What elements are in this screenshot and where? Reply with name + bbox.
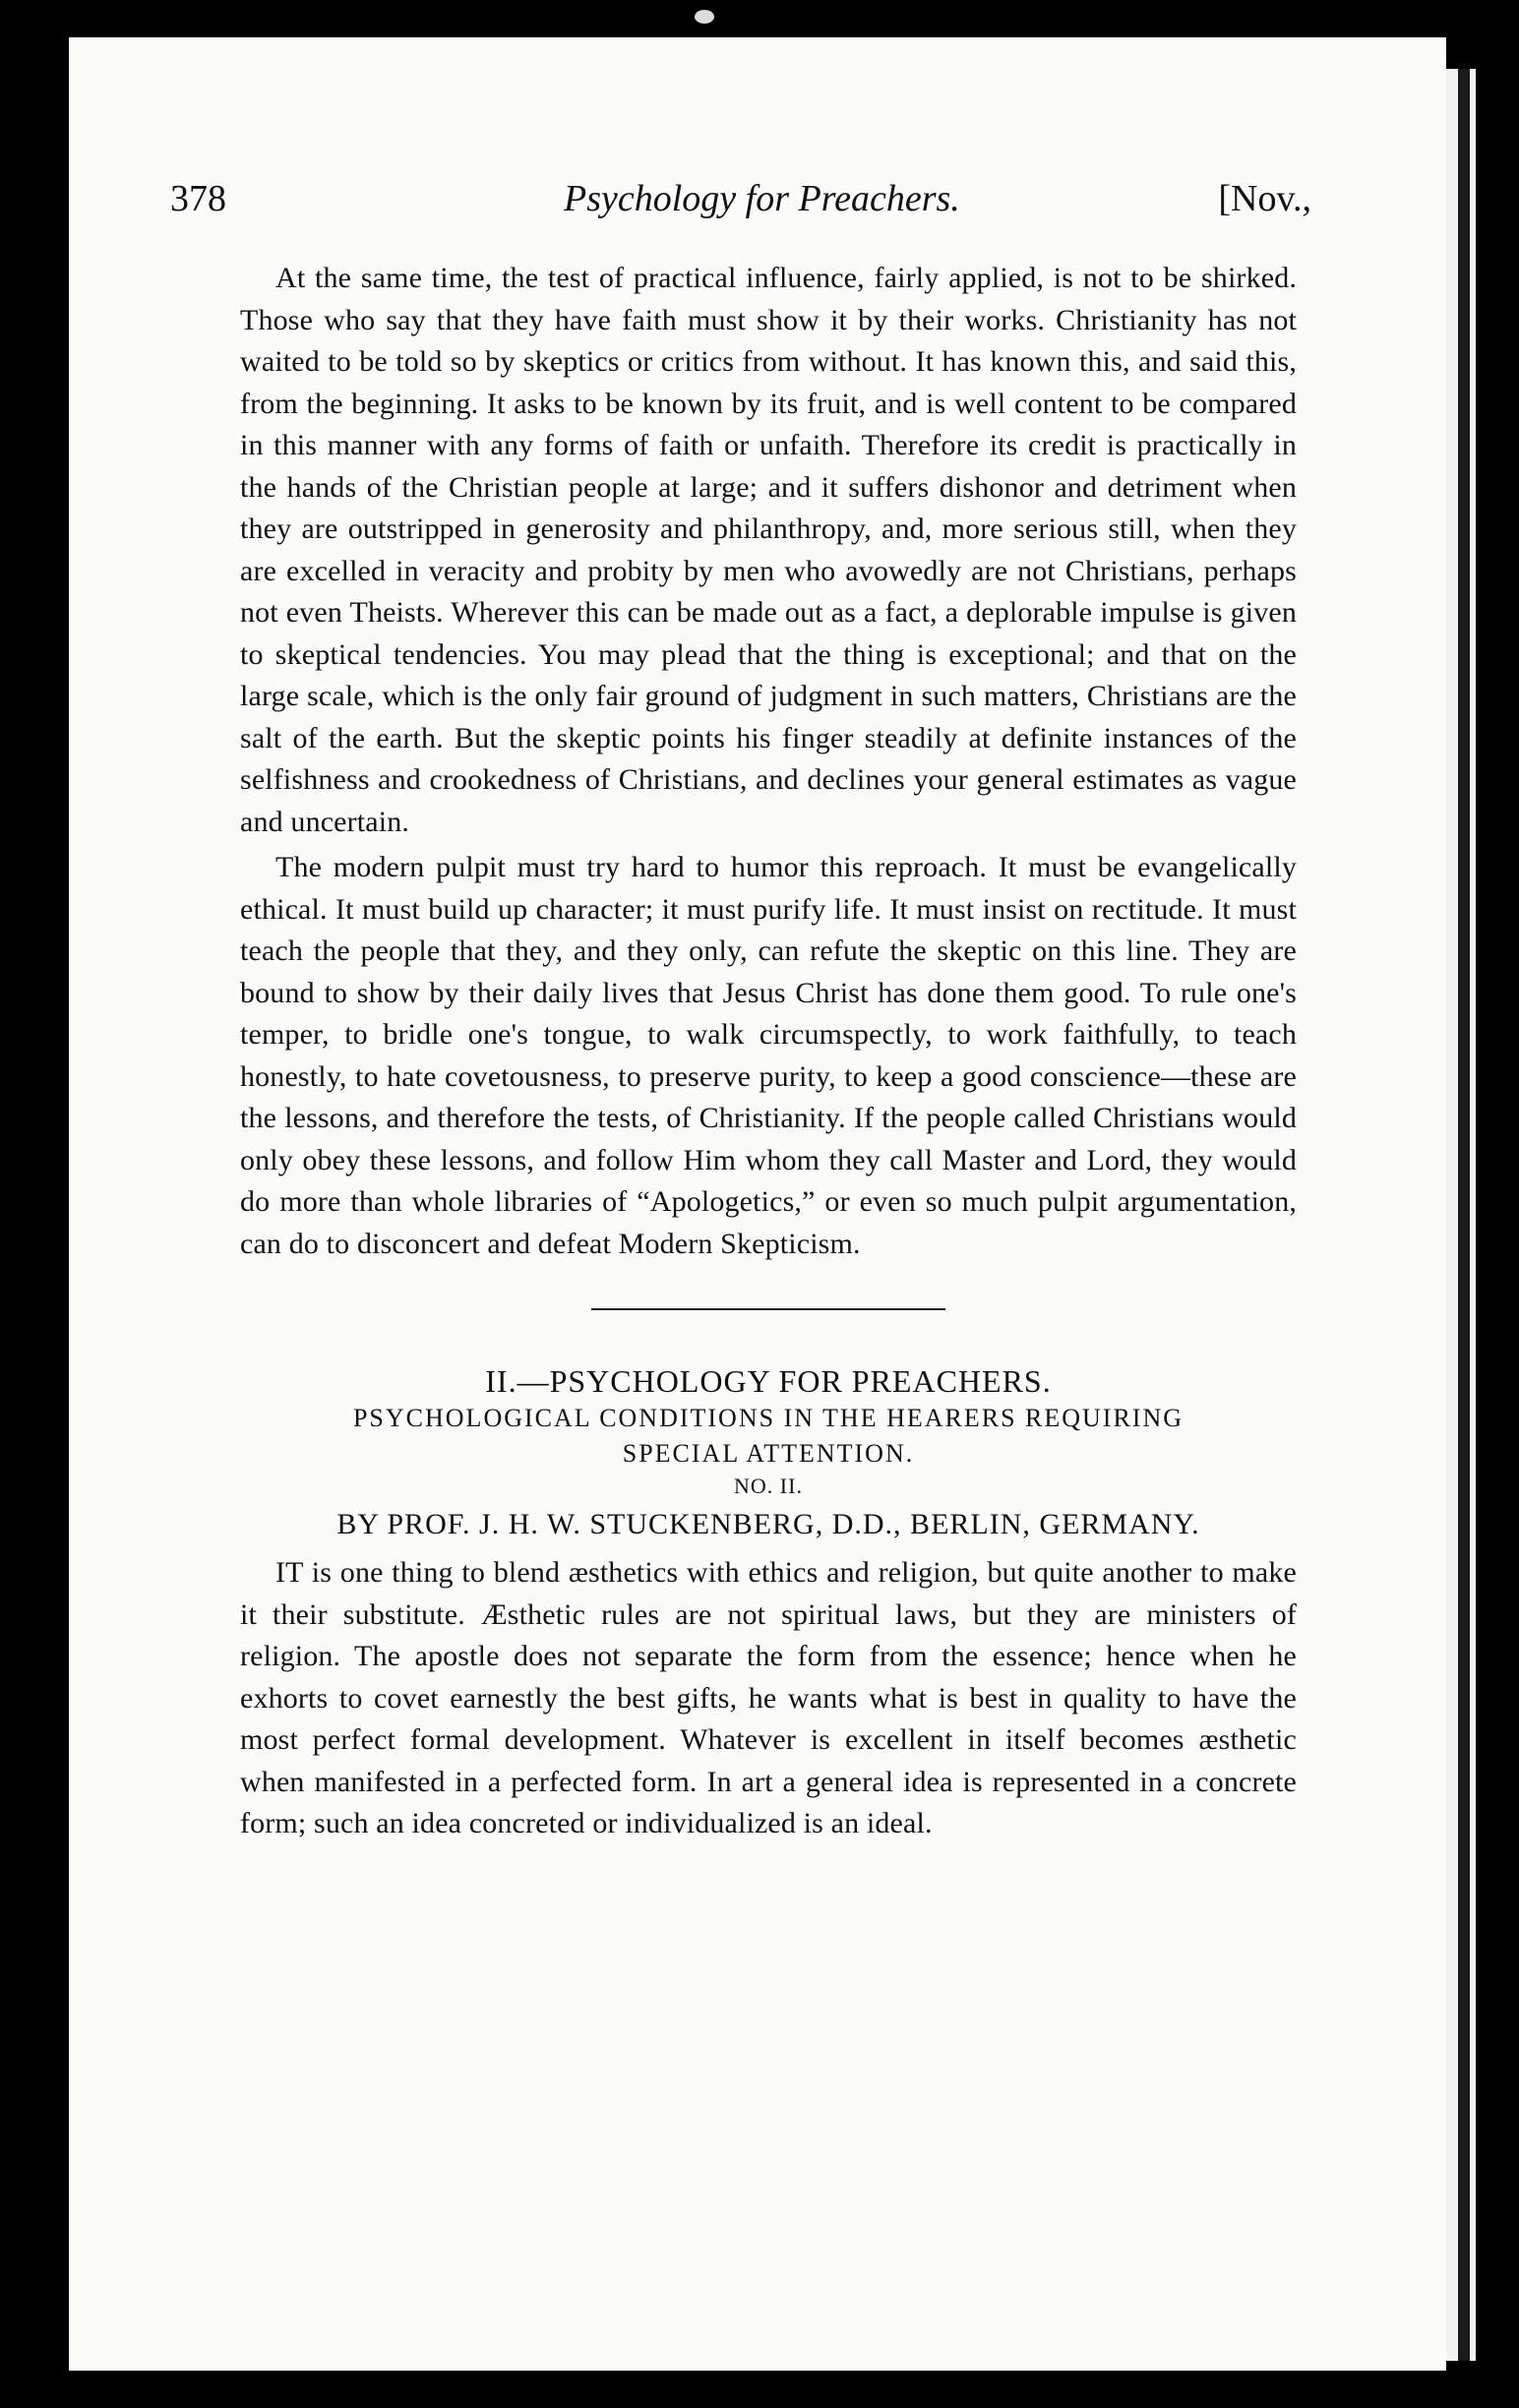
scan-speck (695, 10, 714, 24)
running-title: Psychology for Preachers. (564, 178, 960, 219)
article-title: II.—PSYCHOLOGY FOR PREACHERS. (485, 1363, 1052, 1399)
article-paragraph-1: IT is one thing to blend æsthetics with ethics and religion, but quite another to make it their substitute. Æsthetic rules are not spiritual laws, but they are ministers of religion. The apostle does not separate the form from the essence; hence when he exhorts to covet earnestly the best gifts, he wants what is best in quality to have the most perfect formal development. Whatever is excellent in itself becomes æsthetic when manifested in a perfected form. In art a general idea is represented in a concrete form; such an idea concreted or individualized is an ideal. (240, 1556, 1297, 1839)
article-subtitle-line-1: PSYCHOLOGICAL CONDITIONS IN THE HEARERS REQUIRING (352, 1404, 1185, 1432)
page-edge-shadow (1458, 69, 1470, 2361)
section-divider (591, 1308, 945, 1310)
article-subtitle-line-2: SPECIAL ATTENTION. (622, 1439, 915, 1468)
article-byline: BY PROF. J. H. W. STUCKENBERG, D.D., BERLIN, GERMANY. (336, 1508, 1200, 1540)
body-paragraph-1: At the same time, the test of practical influence, fairly applied, is not to be shirked. Those who say that they have faith must show it by their works. Christianity has not waited to be told so by skeptics or critics from without. It has known this, and said this, from the beginning. It asks to be known by its fruit, and is well content to be compared in this manner with any forms of faith or unfaith. Therefore its credit is practically in the hands of the Christian people at large; and it suffers dishonor and detriment when they are outstripped in generosity and philanthropy, and, more serious still, when they are excelled in veracity and probity by men who avowedly are not Christians, perhaps not even Theists. Wherever this can be made out as a fact, a deplorable impulse is given to skeptical tendencies. You may plead that the thing is exceptional; and that on the large scale, which is the only fair ground of judgment in such matters, Christians are the salt of the earth. But the skeptic points his finger steadily at definite instances of the selfishness and crookedness of Christians, and declines your general estimates as vague and uncertain. (240, 262, 1297, 838)
text-column (240, 258, 1297, 1849)
month-tag: [Nov., (1218, 178, 1311, 219)
article-number: NO. II. (734, 1474, 803, 1498)
body-paragraph-2: The modern pulpit must try hard to humor this reproach. It must be evangelically ethical. It must build up character; it must purify life. It must insist on rectitude. It must teach the people that they, and they only, can refute the skeptic on this line. They are bound to show by their daily lives that Jesus Christ has done them good. To rule one's temper, to bridle one's tongue, to walk circumspectly, to work faithfully, to teach honestly, to hate covetousness, to preserve purity, to keep a good conscience—these are the lessons, and therefore the tests, of Christianity. If the people called Christians would only obey these lessons, and follow Him whom they call Master and Lord, they would do more than whole libraries of “Apologetics,” or even so much pulpit argumentation, can do to disconcert and defeat Modern Skepticism. (240, 851, 1297, 1260)
page-number: 378 (170, 178, 226, 219)
running-header (170, 177, 1311, 246)
